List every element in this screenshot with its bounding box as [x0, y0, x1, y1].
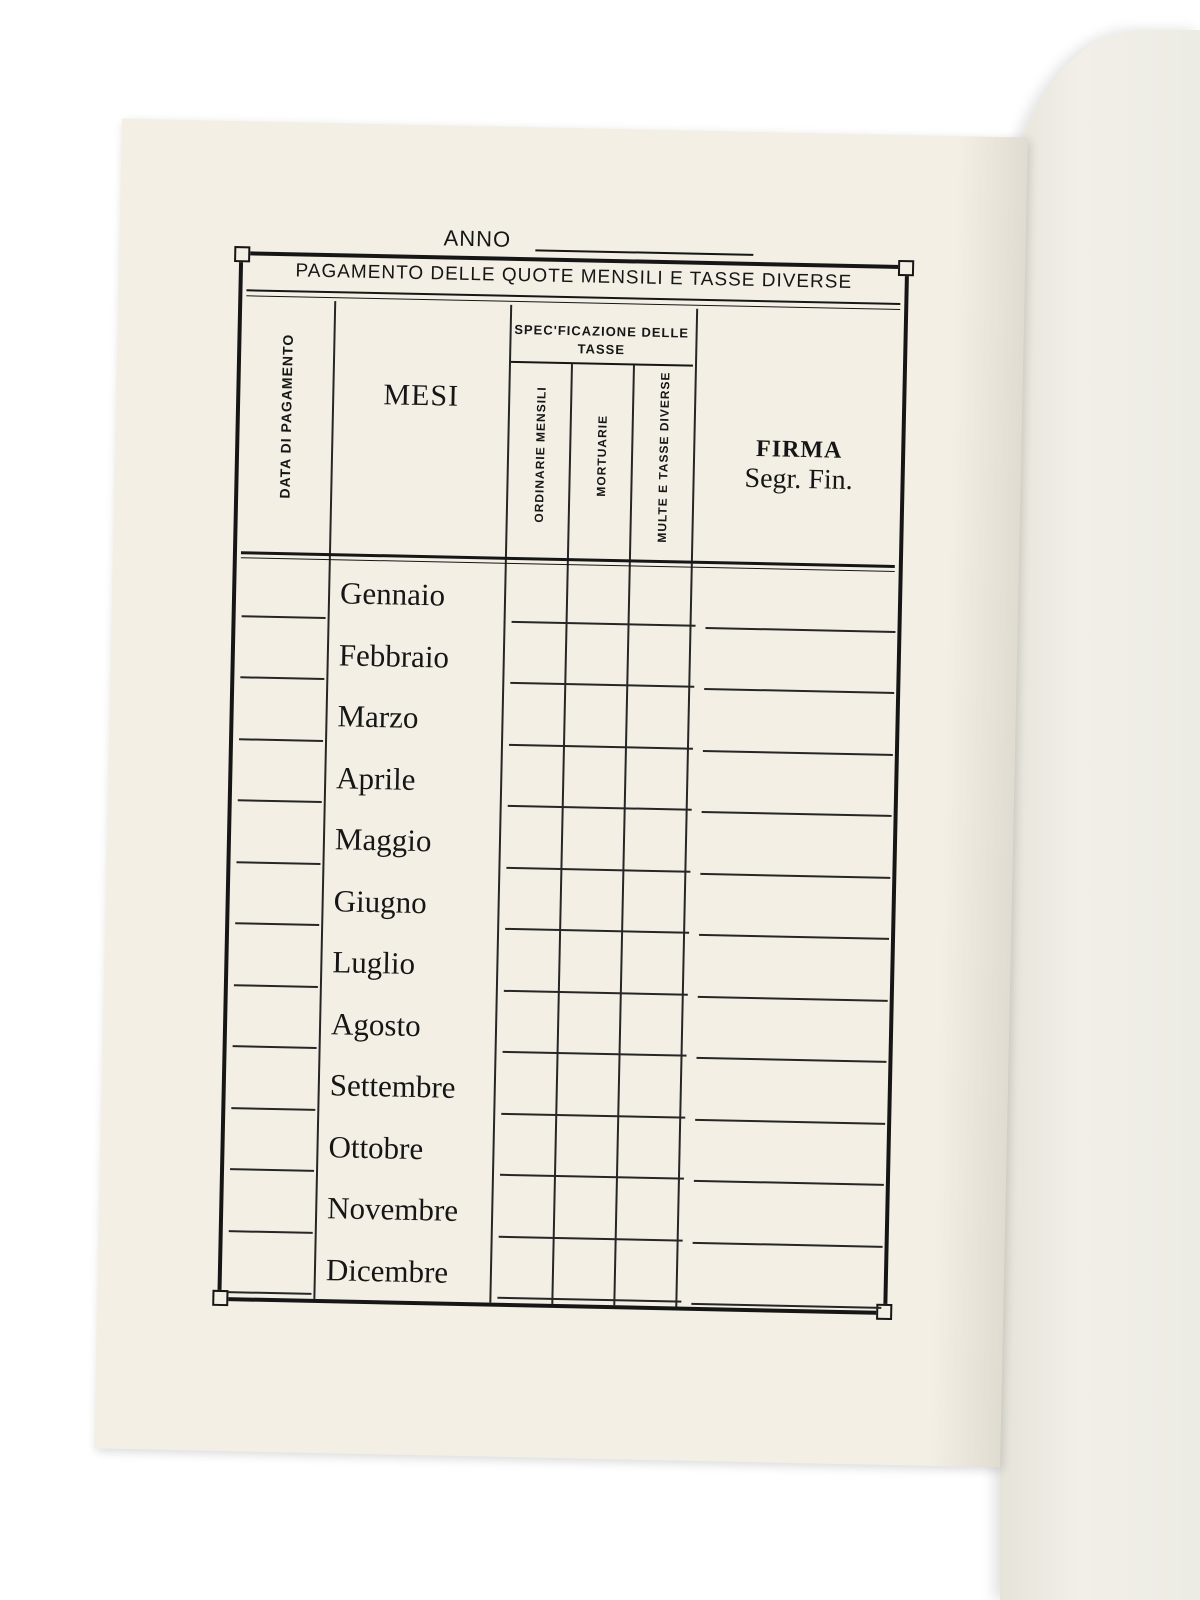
- date-blank-line[interactable]: [242, 615, 326, 619]
- tax-blank-line[interactable]: [505, 928, 689, 934]
- tax-blank-line[interactable]: [499, 1235, 683, 1241]
- month-name: Dicembre: [325, 1251, 449, 1290]
- signature-blank-line[interactable]: [694, 1180, 884, 1186]
- facing-page: [1000, 30, 1200, 1600]
- signature-blank-line[interactable]: [703, 749, 893, 755]
- date-blank-line[interactable]: [227, 1291, 311, 1295]
- header-data-pagamento: DATA DI PAGAMENTO: [276, 333, 296, 499]
- firma-label: FIRMA: [755, 436, 843, 464]
- month-name: Novembre: [326, 1190, 459, 1228]
- signature-blank-line[interactable]: [705, 626, 895, 632]
- booklet-page: [94, 119, 1028, 1468]
- tax-blank-line[interactable]: [510, 682, 694, 688]
- tax-blank-line[interactable]: [501, 1112, 685, 1118]
- signature-blank-line[interactable]: [699, 934, 889, 940]
- month-name: Settembre: [329, 1067, 456, 1105]
- date-blank-line[interactable]: [238, 799, 322, 803]
- month-name: Gennaio: [339, 575, 446, 613]
- month-rows: [221, 561, 898, 1311]
- anno-blank-line: [535, 249, 753, 256]
- month-name: Marzo: [337, 698, 419, 735]
- signature-blank-line[interactable]: [693, 1241, 883, 1247]
- tax-blank-line[interactable]: [512, 620, 696, 626]
- header-ordinarie-mensili: ORDINARIE MENSILI: [531, 386, 549, 523]
- date-blank-line[interactable]: [235, 922, 319, 926]
- date-blank-line[interactable]: [229, 1230, 313, 1234]
- segr-fin-label: Segr. Fin.: [744, 462, 853, 497]
- date-blank-line[interactable]: [239, 738, 323, 742]
- tax-blank-line[interactable]: [504, 989, 688, 995]
- tax-blank-line[interactable]: [497, 1297, 681, 1303]
- header-multe-tasse: MULTE E TASSE DIVERSE: [655, 371, 673, 543]
- signature-blank-line[interactable]: [702, 811, 892, 817]
- signature-blank-line[interactable]: [691, 1303, 881, 1309]
- header-firma: [698, 435, 899, 498]
- signature-blank-line[interactable]: [704, 688, 894, 694]
- tax-blank-line[interactable]: [500, 1174, 684, 1180]
- anno-label: ANNO: [443, 225, 512, 252]
- month-name: Ottobre: [328, 1128, 424, 1166]
- date-blank-line[interactable]: [234, 984, 318, 988]
- signature-blank-line[interactable]: [696, 1057, 886, 1063]
- date-blank-line[interactable]: [233, 1045, 317, 1049]
- signature-blank-line[interactable]: [698, 995, 888, 1001]
- tax-blank-line[interactable]: [509, 743, 693, 749]
- month-name: Giugno: [333, 882, 428, 920]
- date-blank-line[interactable]: [236, 861, 320, 865]
- table-row: [221, 1238, 884, 1313]
- month-name: Agosto: [330, 1005, 422, 1043]
- spec-rule: [511, 361, 693, 367]
- date-blank-line[interactable]: [231, 1107, 315, 1111]
- month-name: Aprile: [335, 759, 416, 797]
- date-blank-line[interactable]: [230, 1168, 314, 1172]
- signature-blank-line[interactable]: [695, 1118, 885, 1124]
- header-mortuarie: MORTUARIE: [594, 414, 610, 497]
- payment-form-table: [217, 225, 909, 1315]
- tax-blank-line[interactable]: [506, 866, 690, 872]
- tax-blank-line[interactable]: [503, 1051, 687, 1057]
- month-name: Luglio: [332, 944, 416, 981]
- tax-blank-line[interactable]: [508, 805, 692, 811]
- form-title: PAGAMENTO DELLE QUOTE MENSILI E TASSE DIVERSE: [295, 260, 853, 293]
- header-mesi: MESI: [383, 378, 460, 413]
- header-specificazione: SPEC'FICAZIONE DELLE TASSE: [514, 321, 690, 358]
- month-name: Febbraio: [338, 636, 450, 675]
- signature-blank-line[interactable]: [700, 872, 890, 878]
- date-blank-line[interactable]: [240, 676, 324, 680]
- month-name: Maggio: [334, 821, 432, 859]
